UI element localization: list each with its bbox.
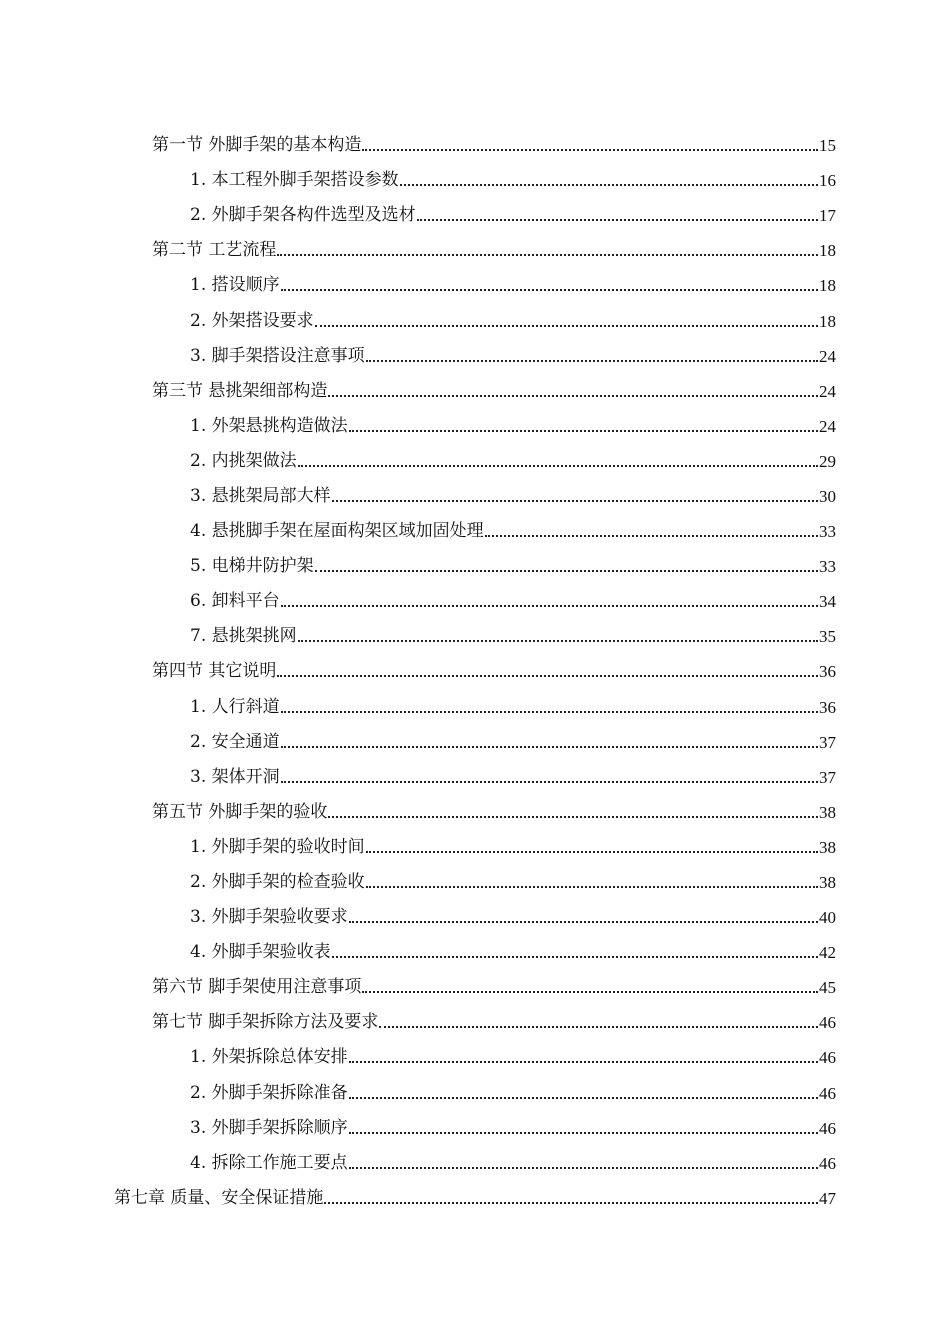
- toc-entry-title: 1. 本工程外脚手架搭设参数: [190, 170, 399, 191]
- toc-entry-title: 2. 安全通道: [190, 731, 280, 752]
- toc-entry-title: 5. 电梯井防护架: [190, 556, 314, 577]
- toc-entry-title: 3. 悬挑架局部大样: [190, 485, 331, 506]
- toc-entry-title: 第一节 外脚手架的基本构造: [152, 135, 362, 156]
- toc-entry-title: 7. 悬挑架挑网: [190, 626, 297, 647]
- toc-entry-page-number: 24: [819, 381, 836, 401]
- toc-entry[interactable]: [0, 303, 950, 338]
- toc-entry[interactable]: [0, 619, 950, 654]
- toc-entry-page-number: 46: [819, 1048, 836, 1068]
- toc-dot-leader: [349, 1146, 818, 1181]
- toc-dot-leader: [328, 795, 818, 830]
- toc-entry[interactable]: [0, 690, 950, 725]
- toc-entry[interactable]: [0, 1005, 950, 1040]
- toc-entry[interactable]: [0, 444, 950, 479]
- toc-entry[interactable]: [0, 1181, 950, 1216]
- toc-entry[interactable]: [0, 1076, 950, 1111]
- toc-entry-page-number: 16: [819, 171, 836, 191]
- toc-entry-title: 1. 搭设顺序: [190, 275, 280, 296]
- toc-entry[interactable]: [0, 830, 950, 865]
- toc-entry[interactable]: [0, 1146, 950, 1181]
- toc-entry[interactable]: [0, 654, 950, 689]
- toc-entry[interactable]: [0, 514, 950, 549]
- toc-dot-leader: [349, 900, 818, 935]
- toc-entry-page-number: 46: [819, 1013, 836, 1033]
- toc-dot-leader: [349, 1076, 818, 1111]
- toc-dot-leader: [281, 760, 818, 795]
- toc-dot-leader: [362, 128, 818, 163]
- toc-dot-leader: [400, 163, 818, 198]
- toc-entry-page-number: 15: [819, 136, 836, 156]
- toc-entry-title: 4. 外脚手架验收表: [190, 942, 331, 963]
- toc-entry-page-number: 24: [819, 346, 836, 366]
- toc-entry[interactable]: [0, 409, 950, 444]
- toc-entry-page-number: 45: [819, 978, 836, 998]
- toc-entry-title: 第三节 悬挑架细部构造: [152, 380, 328, 401]
- toc-entry-title: 3. 脚手架搭设注意事项: [190, 345, 365, 366]
- toc-dot-leader: [366, 830, 818, 865]
- toc-entry-title: 第七章 质量、安全保证措施: [114, 1187, 324, 1208]
- toc-entry-title: 2. 外脚手架的检查验收: [190, 872, 365, 893]
- toc-entry-page-number: 37: [819, 767, 836, 787]
- toc-dot-leader: [315, 304, 818, 339]
- table-of-contents: [0, 128, 950, 1216]
- toc-dot-leader: [379, 1005, 818, 1040]
- toc-entry-page-number: 46: [819, 1083, 836, 1103]
- toc-entry-title: 3. 外脚手架拆除顺序: [190, 1117, 348, 1138]
- toc-entry[interactable]: [0, 128, 950, 163]
- toc-entry[interactable]: [0, 1040, 950, 1075]
- toc-entry-page-number: 18: [819, 311, 836, 331]
- toc-entry-page-number: 46: [819, 1153, 836, 1173]
- toc-entry-title: 第四节 其它说明: [152, 661, 277, 682]
- toc-dot-leader: [349, 1040, 818, 1075]
- toc-dot-leader: [332, 935, 818, 970]
- toc-entry-page-number: 18: [819, 241, 836, 261]
- toc-entry-page-number: 24: [819, 416, 836, 436]
- toc-dot-leader: [315, 549, 818, 584]
- toc-entry-title: 2. 外脚手架各构件选型及选材: [190, 205, 416, 226]
- toc-dot-leader: [281, 725, 818, 760]
- toc-dot-leader: [366, 339, 818, 374]
- toc-entry-title: 3. 架体开洞: [190, 766, 280, 787]
- toc-dot-leader: [366, 865, 818, 900]
- toc-dot-leader: [298, 444, 818, 479]
- toc-entry[interactable]: [0, 865, 950, 900]
- toc-entry[interactable]: [0, 935, 950, 970]
- toc-entry-title: 1. 外架悬挑构造做法: [190, 415, 348, 436]
- toc-entry-page-number: 40: [819, 908, 836, 928]
- toc-entry[interactable]: [0, 479, 950, 514]
- toc-entry-page-number: 42: [819, 943, 836, 963]
- toc-entry[interactable]: [0, 339, 950, 374]
- toc-entry-page-number: 18: [819, 276, 836, 296]
- toc-dot-leader: [417, 198, 818, 233]
- toc-entry[interactable]: [0, 795, 950, 830]
- toc-entry-title: 2. 内挑架做法: [190, 450, 297, 471]
- toc-entry-title: 第六节 脚手架使用注意事项: [152, 977, 362, 998]
- toc-entry-title: 3. 外脚手架验收要求: [190, 907, 348, 928]
- toc-dot-leader: [277, 233, 818, 268]
- toc-entry[interactable]: [0, 1111, 950, 1146]
- toc-dot-leader: [332, 479, 818, 514]
- toc-dot-leader: [362, 970, 818, 1005]
- toc-dot-leader: [324, 1181, 818, 1216]
- toc-entry-title: 1. 外脚手架的验收时间: [190, 836, 365, 857]
- toc-entry[interactable]: [0, 725, 950, 760]
- toc-entry[interactable]: [0, 233, 950, 268]
- toc-entry-page-number: 30: [819, 486, 836, 506]
- toc-entry-page-number: 33: [819, 557, 836, 577]
- toc-entry[interactable]: [0, 374, 950, 409]
- toc-dot-leader: [349, 409, 818, 444]
- toc-entry-page-number: 36: [819, 697, 836, 717]
- toc-entry[interactable]: [0, 198, 950, 233]
- toc-entry[interactable]: [0, 760, 950, 795]
- toc-entry-page-number: 35: [819, 627, 836, 647]
- toc-entry-page-number: 34: [819, 592, 836, 612]
- toc-entry-page-number: 38: [819, 802, 836, 822]
- toc-entry[interactable]: [0, 163, 950, 198]
- toc-entry-title: 第五节 外脚手架的验收: [152, 801, 328, 822]
- toc-entry-title: 1. 人行斜道: [190, 696, 280, 717]
- toc-entry-title: 2. 外架搭设要求: [190, 310, 314, 331]
- toc-entry-page-number: 37: [819, 732, 836, 752]
- toc-entry[interactable]: [0, 900, 950, 935]
- toc-dot-leader: [281, 584, 818, 619]
- toc-entry-page-number: 38: [819, 837, 836, 857]
- toc-entry-page-number: 38: [819, 873, 836, 893]
- toc-entry[interactable]: [0, 268, 950, 303]
- toc-dot-leader: [281, 690, 818, 725]
- toc-dot-leader: [485, 514, 818, 549]
- toc-entry-title: 4. 拆除工作施工要点: [190, 1152, 348, 1173]
- toc-entry-title: 6. 卸料平台: [190, 591, 280, 612]
- toc-entry-page-number: 17: [819, 206, 836, 226]
- toc-entry-page-number: 47: [819, 1188, 836, 1208]
- toc-entry-title: 第二节 工艺流程: [152, 240, 277, 261]
- toc-entry-title: 第七节 脚手架拆除方法及要求: [152, 1012, 379, 1033]
- toc-entry-page-number: 29: [819, 451, 836, 471]
- toc-dot-leader: [277, 654, 818, 689]
- toc-entry-page-number: 46: [819, 1118, 836, 1138]
- toc-entry-page-number: 36: [819, 662, 836, 682]
- toc-entry[interactable]: [0, 584, 950, 619]
- toc-entry-title: 4. 悬挑脚手架在屋面构架区域加固处理: [190, 521, 484, 542]
- toc-dot-leader: [349, 1111, 818, 1146]
- toc-dot-leader: [328, 374, 818, 409]
- toc-entry[interactable]: [0, 549, 950, 584]
- toc-entry-title: 2. 外脚手架拆除准备: [190, 1082, 348, 1103]
- toc-dot-leader: [281, 268, 818, 303]
- toc-entry-page-number: 33: [819, 522, 836, 542]
- toc-entry-title: 1. 外架拆除总体安排: [190, 1047, 348, 1068]
- toc-dot-leader: [298, 619, 818, 654]
- toc-entry[interactable]: [0, 970, 950, 1005]
